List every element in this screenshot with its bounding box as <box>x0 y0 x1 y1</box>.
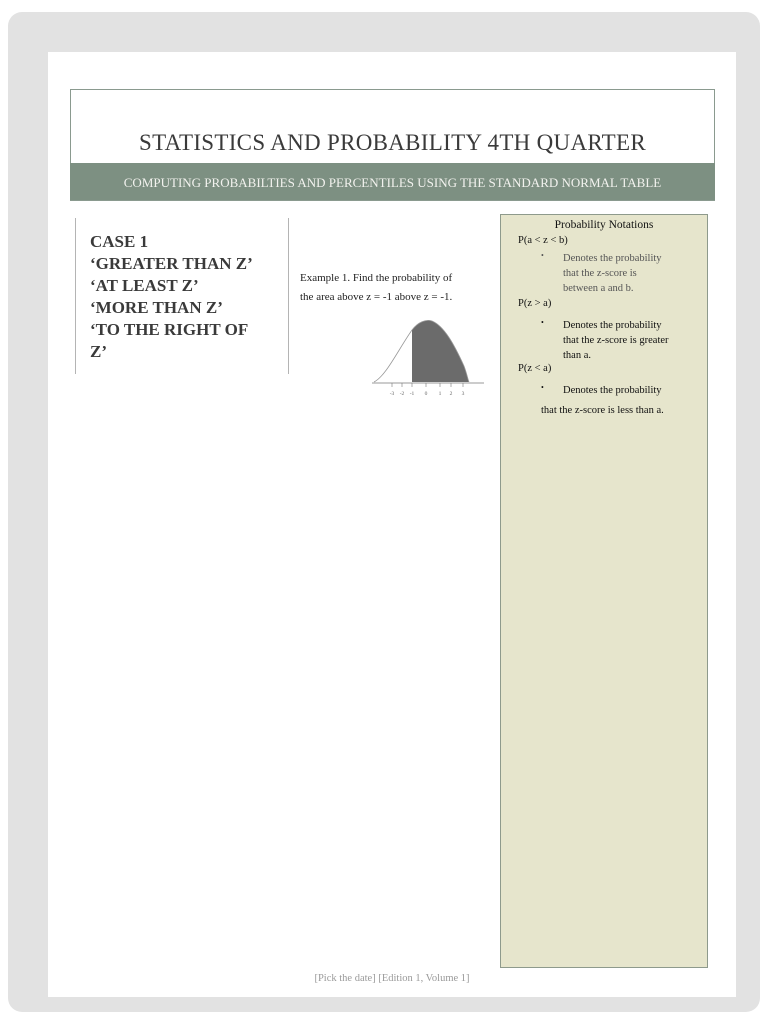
bullet-continuation-text: that the z-score is less than a. <box>541 405 664 416</box>
case-line: ‘GREATER THAN Z’ <box>90 254 253 273</box>
bullet-text: than a. <box>563 350 591 361</box>
bullet-icon: • <box>541 251 544 260</box>
axis-tick-label: 0 <box>424 391 428 397</box>
bullet-icon: • <box>541 318 544 327</box>
bullet-text: Denotes the probability <box>563 253 662 264</box>
bullet-text: that the z-score is <box>563 268 637 279</box>
case-line: ‘MORE THAN Z’ <box>90 298 223 317</box>
bullet-icon: • <box>541 383 544 392</box>
axis-tick-label: 2 <box>449 391 453 397</box>
notation-label: P(z < a) <box>518 363 552 374</box>
sidebar-title: Probability Notations <box>554 219 654 231</box>
example-line: Example 1. Find the probability of <box>300 272 453 284</box>
axis-tick-label: -3 <box>389 391 395 397</box>
page-title: STATISTICS AND PROBABILITY 4TH QUARTER <box>139 130 646 155</box>
case-line: ‘AT LEAST Z’ <box>90 276 199 295</box>
bullet-text: Denotes the probability <box>563 385 662 396</box>
page-subtitle: COMPUTING PROBABILTIES AND PERCENTILES USING THE STANDARD NORMAL TABLE <box>123 175 662 190</box>
notation-label: P(z > a) <box>518 298 552 309</box>
bullet-text: Denotes the probability <box>563 320 662 331</box>
case-box <box>75 218 289 374</box>
subtitle-band <box>70 163 715 200</box>
axis-tick-label: -2 <box>399 391 405 397</box>
x-axis-ticks <box>392 383 463 387</box>
bullet-text: between a and b. <box>563 283 634 294</box>
case-heading: CASE 1 <box>90 232 149 251</box>
axis-tick-label: 3 <box>461 391 465 397</box>
normal-curve-figure <box>370 314 488 400</box>
probability-notations-sidebar <box>500 214 708 968</box>
axis-tick-label: 1 <box>438 391 442 397</box>
axis-tick-label: -1 <box>409 391 415 397</box>
document-page <box>48 52 736 997</box>
page-footer: [Pick the date] [Edition 1, Volume 1] <box>314 973 470 984</box>
bullet-text: that the z-score is greater <box>563 335 669 346</box>
slide-frame <box>8 12 760 1012</box>
example-text <box>300 269 490 307</box>
case-line: Z’ <box>90 342 107 361</box>
curve-shaded-area <box>412 320 469 382</box>
case-line: ‘TO THE RIGHT OF <box>90 320 249 339</box>
example-line: the area above z = -1 above z = -1. <box>300 291 453 303</box>
notation-label: P(a < z < b) <box>518 235 568 246</box>
